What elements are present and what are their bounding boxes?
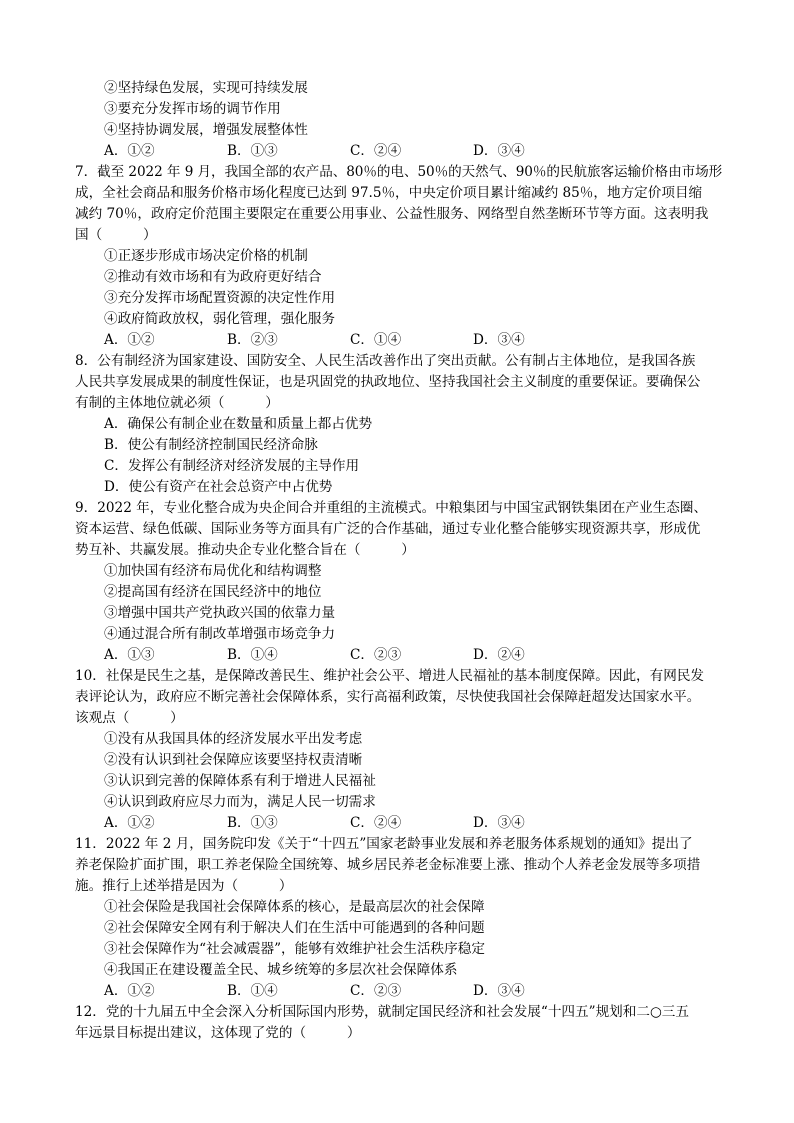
q10-choice-b[interactable]: B．①③ <box>227 815 278 831</box>
q6-option-4: ④坚持协调发展，增强发展整体性 <box>104 122 308 138</box>
q11-stem-line-3: 施。推行上述举措是因为（ ） <box>75 878 293 894</box>
q9-option-4: ④通过混合所有制改革增强市场竞争力 <box>104 626 336 642</box>
q10-option-1: ①没有从我国具体的经济发展水平出发考虑 <box>104 731 363 747</box>
q7-stem-line-2: 成，全社会商品和服务价格市场化程度已达到 97.5％，中央定价项目累计缩减约 85％，地方定价项目缩 <box>75 185 703 201</box>
q8-option-b[interactable]: B．使公有制经济控制国民经济命脉 <box>104 437 318 453</box>
q10-option-4: ④认识到政府应尽力而为，满足人民一切需求 <box>104 794 376 810</box>
q10-choice-d[interactable]: D．③④ <box>473 815 525 831</box>
q8-option-a[interactable]: A．确保公有制企业在数量和质量上都占优势 <box>104 416 373 432</box>
q10-choices <box>104 813 704 834</box>
q9-choice-b[interactable]: B．①④ <box>227 647 278 663</box>
q9-stem-line-1: 9．2022 年，专业化整合成为央企间合并重组的主流模式。中粮集团与中国宝武钢铁集团在产业生态圈、 <box>75 500 708 516</box>
q7-option-2: ②推动有效市场和有为政府更好结合 <box>104 269 322 285</box>
q9-stem-line-3: 势互补、共赢发展。推动央企专业化整合旨在（ ） <box>75 542 415 558</box>
q6-choice-a[interactable]: A．①② <box>104 143 155 159</box>
q8-stem-line-1: 8．公有制经济为国家建设、国防安全、人民生活改善作出了突出贡献。公有制占主体地位，是我国各族 <box>75 353 696 369</box>
q11-choices <box>104 981 704 1002</box>
q11-choice-b[interactable]: B．①④ <box>227 983 278 999</box>
q9-choice-a[interactable]: A．①③ <box>104 647 155 663</box>
q12-stem-line-1: 12．党的十九届五中全会深入分析国际国内形势，就制定国民经济和社会发展“十四五”规划和二○三五 <box>75 1004 689 1020</box>
q10-choice-c[interactable]: C．②④ <box>350 815 402 831</box>
q8-stem-line-3: 有制的主体地位就必须（ ） <box>75 395 279 411</box>
q11-stem-line-2: 养老保险扩面扩围，职工养老保险全国统筹、城乡居民养老金标准要上涨、推动个人养老金发展等多项措 <box>75 857 701 873</box>
q7-stem-line-3: 减约 70％，政府定价范围主要限定在重要公用事业、公益性服务、网络型自然垄断环节等方面。这表明我 <box>75 206 709 222</box>
q11-option-1: ①社会保险是我国社会保障体系的核心，是最高层次的社会保障 <box>104 899 485 915</box>
q7-stem-line-4: 国（ ） <box>75 227 157 243</box>
q10-choice-a[interactable]: A．①② <box>104 815 155 831</box>
q9-option-3: ③增强中国共产党执政兴国的依靠力量 <box>104 605 336 621</box>
q7-choice-a[interactable]: A．①② <box>104 332 155 348</box>
q10-option-3: ③认识到完善的保障体系有利于增进人民福祉 <box>104 773 376 789</box>
q11-option-2: ②社会保障安全网有利于解决人们在生活中可能遇到的各种问题 <box>104 920 485 936</box>
q6-option-3: ③要充分发挥市场的调节作用 <box>104 101 281 117</box>
q8-option-c[interactable]: C．发挥公有制经济对经济发展的主导作用 <box>104 458 360 474</box>
q7-option-3: ③充分发挥市场配置资源的决定性作用 <box>104 290 336 306</box>
q7-choice-b[interactable]: B．②③ <box>227 332 278 348</box>
q8-option-d[interactable]: D．使公有资产在社会总资产中占优势 <box>104 479 333 495</box>
q7-choice-c[interactable]: C．①④ <box>350 332 402 348</box>
q9-option-1: ①加快国有经济布局优化和结构调整 <box>104 563 322 579</box>
q11-option-3: ③社会保障作为“社会减震器”，能够有效维护社会生活秩序稳定 <box>104 941 485 957</box>
q10-option-2: ②没有认识到社会保障应该要坚持权责清晰 <box>104 752 363 768</box>
q9-option-2: ②提高国有经济在国民经济中的地位 <box>104 584 322 600</box>
q11-option-4: ④我国正在建设覆盖全民、城乡统筹的多层次社会保障体系 <box>104 962 458 978</box>
q6-choices <box>104 141 704 162</box>
q12-stem-line-2: 年远景目标提出建议，这体现了党的（ ） <box>75 1025 361 1041</box>
q7-choices <box>104 330 704 351</box>
q11-choice-c[interactable]: C．②③ <box>350 983 402 999</box>
q9-choice-c[interactable]: C．②③ <box>350 647 402 663</box>
q7-option-1: ①正逐步形成市场决定价格的机制 <box>104 248 308 264</box>
q9-stem-line-2: 资本运营、绿色低碳、国际业务等方面具有广泛的合作基础，通过专业化整合能够实现资源共享，形成优 <box>75 521 701 537</box>
q9-choices <box>104 645 704 666</box>
q6-option-2: ②坚持绿色发展，实现可持续发展 <box>104 80 308 96</box>
q10-stem-line-2: 表评论认为，政府应不断完善社会保障体系，实行高福利政策，尽快使我国社会保障赶超发达国家水平。 <box>75 689 701 705</box>
q6-choice-c[interactable]: C．②④ <box>350 143 402 159</box>
q11-choice-a[interactable]: A．①② <box>104 983 155 999</box>
q11-stem-line-1: 11．2022 年 2 月，国务院印发《关于“十四五”国家老龄事业发展和养老服务体系规划的通知》提出了 <box>75 836 693 852</box>
q8-stem-line-2: 人民共享发展成果的制度性保证，也是巩固党的执政地位、坚持我国社会主义制度的重要保证。要确保公 <box>75 374 701 390</box>
q10-stem-line-1: 10．社保是民生之基，是保障改善民生、维护社会公平、增进人民福祉的基本制度保障。因此，有网民发 <box>75 668 705 684</box>
q7-choice-d[interactable]: D．③④ <box>473 332 525 348</box>
q7-option-4: ④政府简政放权，弱化管理，强化服务 <box>104 311 336 327</box>
q11-choice-d[interactable]: D．③④ <box>473 983 525 999</box>
q7-stem-line-1: 7．截至 2022 年 9 月，我国全部的农产品、80％的电、50％的天然气、90％的民航旅客运输价格由市场形 <box>75 164 723 180</box>
q9-choice-d[interactable]: D．②④ <box>473 647 525 663</box>
q6-choice-d[interactable]: D．③④ <box>473 143 525 159</box>
q6-choice-b[interactable]: B．①③ <box>227 143 278 159</box>
q10-stem-line-3: 该观点（ ） <box>75 710 184 726</box>
